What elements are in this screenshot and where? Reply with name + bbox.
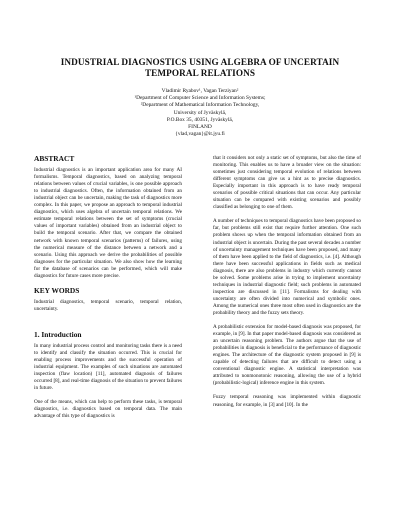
authors: Vladimir Ryabov¹, Vagan Terziyan² [161, 88, 239, 94]
paper-title: INDUSTRIAL DIAGNOSTICS USING ALGEBRA OF UNCERTAIN TEMPORAL RELATIONS [60, 57, 340, 78]
right-paragraph-1: that it considers not only a static set of symptoms, but also the time of monitoring. This enables us to have a broader view on the situation: sometimes just considering temporal evolution of relations between different symptoms can give us a hint as to precise diagnostics. Especially important in this approach is to have ready temporal scenarios of possible critical situations that can occur. Any particular situation can be compared with existing scenarios and possibly classified as belonging to one of them. [213, 155, 361, 211]
po-box: P.O.Box 35, 40351, Jyväskylä, [166, 116, 234, 123]
intro-heading: 1. Introduction [34, 329, 82, 339]
keywords-heading: KEY WORDS [34, 285, 80, 295]
affiliation-2: ²Department of Mathematical Information Technology, [140, 102, 260, 109]
country: FINLAND [188, 124, 212, 131]
keywords-text: Industrial diagnostics, temporal scenario, temporal relation, uncertainty. [34, 298, 182, 312]
right-paragraph-3: A probabilistic extension for model-based diagnosis was proposed, for example, in [9]. In that paper model-based diagnosis was considered as an uncertain reasoning problem. The authors argue that the use of probabilities in diagnosis is beneficial to the performance of diagnostic engines. The architecture of the diagnostic system proposed in [9] is capable of detecting failures that are difficult to detect using a conventional diagnostic engine. A statistical interpretation was attributed to nonmonotonic reasoning, allowing the use of a hybrid (probabilistic-logical) inference engine in this system. [213, 324, 361, 387]
affiliation-1: ¹Department of Computer Science and Information Systems; [134, 95, 266, 102]
left-column [34, 155, 182, 420]
university: University of Jyväskylä, [173, 109, 227, 116]
email: {vlad,vagan}@it.jyu.fi [175, 131, 225, 138]
author-block [100, 88, 300, 138]
abstract-text: Industrial diagnostics is an important application area for many AI formalisms. Temporal diagnostics, based on analyzing temporal relations between values of crucial variables, is one possible approach to industrial diagnostics. Often, the information obtained from an industrial object can be uncertain, making the task of diagnostics more complex. In this paper, we propose an approach to temporal industrial diagnostics, which uses algebra of uncertain temporal relations. We estimate temporal relations between the set of symptoms (crucial values of important variables) obtained from an industrial object to build the temporal scenario. After that, we compare the obtained network with known temporal scenarios (patterns) of failures, using the numerical measure of the distance between a network and a scenario. Using this approach we derive the probabilities of possible diagnoses for the particular situation. We also show how the learning for the database of scenarios can be performed, which will make diagnostics for future cases more precise. [34, 167, 182, 279]
intro-paragraph-2: One of the means, which can help to perform these tasks, is temporal diagnostics, i.e. diagnostics based on temporal data. The main advantage of this type of diagnostics is [34, 399, 182, 420]
right-paragraph-4: Fuzzy temporal reasoning was implemented within diagnostic reasoning, for example, in [3] and [10]. In the [213, 394, 361, 408]
right-column [213, 155, 361, 409]
abstract-heading: ABSTRACT [34, 154, 75, 163]
intro-paragraph-1: In many industrial process control and monitoring tasks there is a need to identify and classify the situation occurred. This is crucial for enabling process improvements and the successful operation of industrial equipment. The examples of such situations are automated inspection (flaw location) [11], automated diagnosis of failures occurred [8], and real-time diagnosis of the situation to prevent failures in future. [34, 342, 182, 392]
right-paragraph-2: A number of techniques to temporal diagnostics have been proposed so far, but problems still exist that require further attention. One such problem shows up when the temporal information obtained from an industrial object is uncertain. During the past several decades a number of uncertainty management techniques have been proposed, and many of them have been applied to the field of diagnostics, i.e. [4]. Although there have been successful applications in fields such as medical diagnosis, there are also problems in industry which currently cannot be solved. Some problems arise in trying to implement uncertainty techniques in industrial diagnostic field; such problems in automated inspection are discussed in [11]. Formalisms for dealing with uncertainty are often divided into numerical and symbolic ones. Among the numerical ones three most often used in diagnostics are the probability theory and the fuzzy sets theory. [213, 218, 361, 316]
